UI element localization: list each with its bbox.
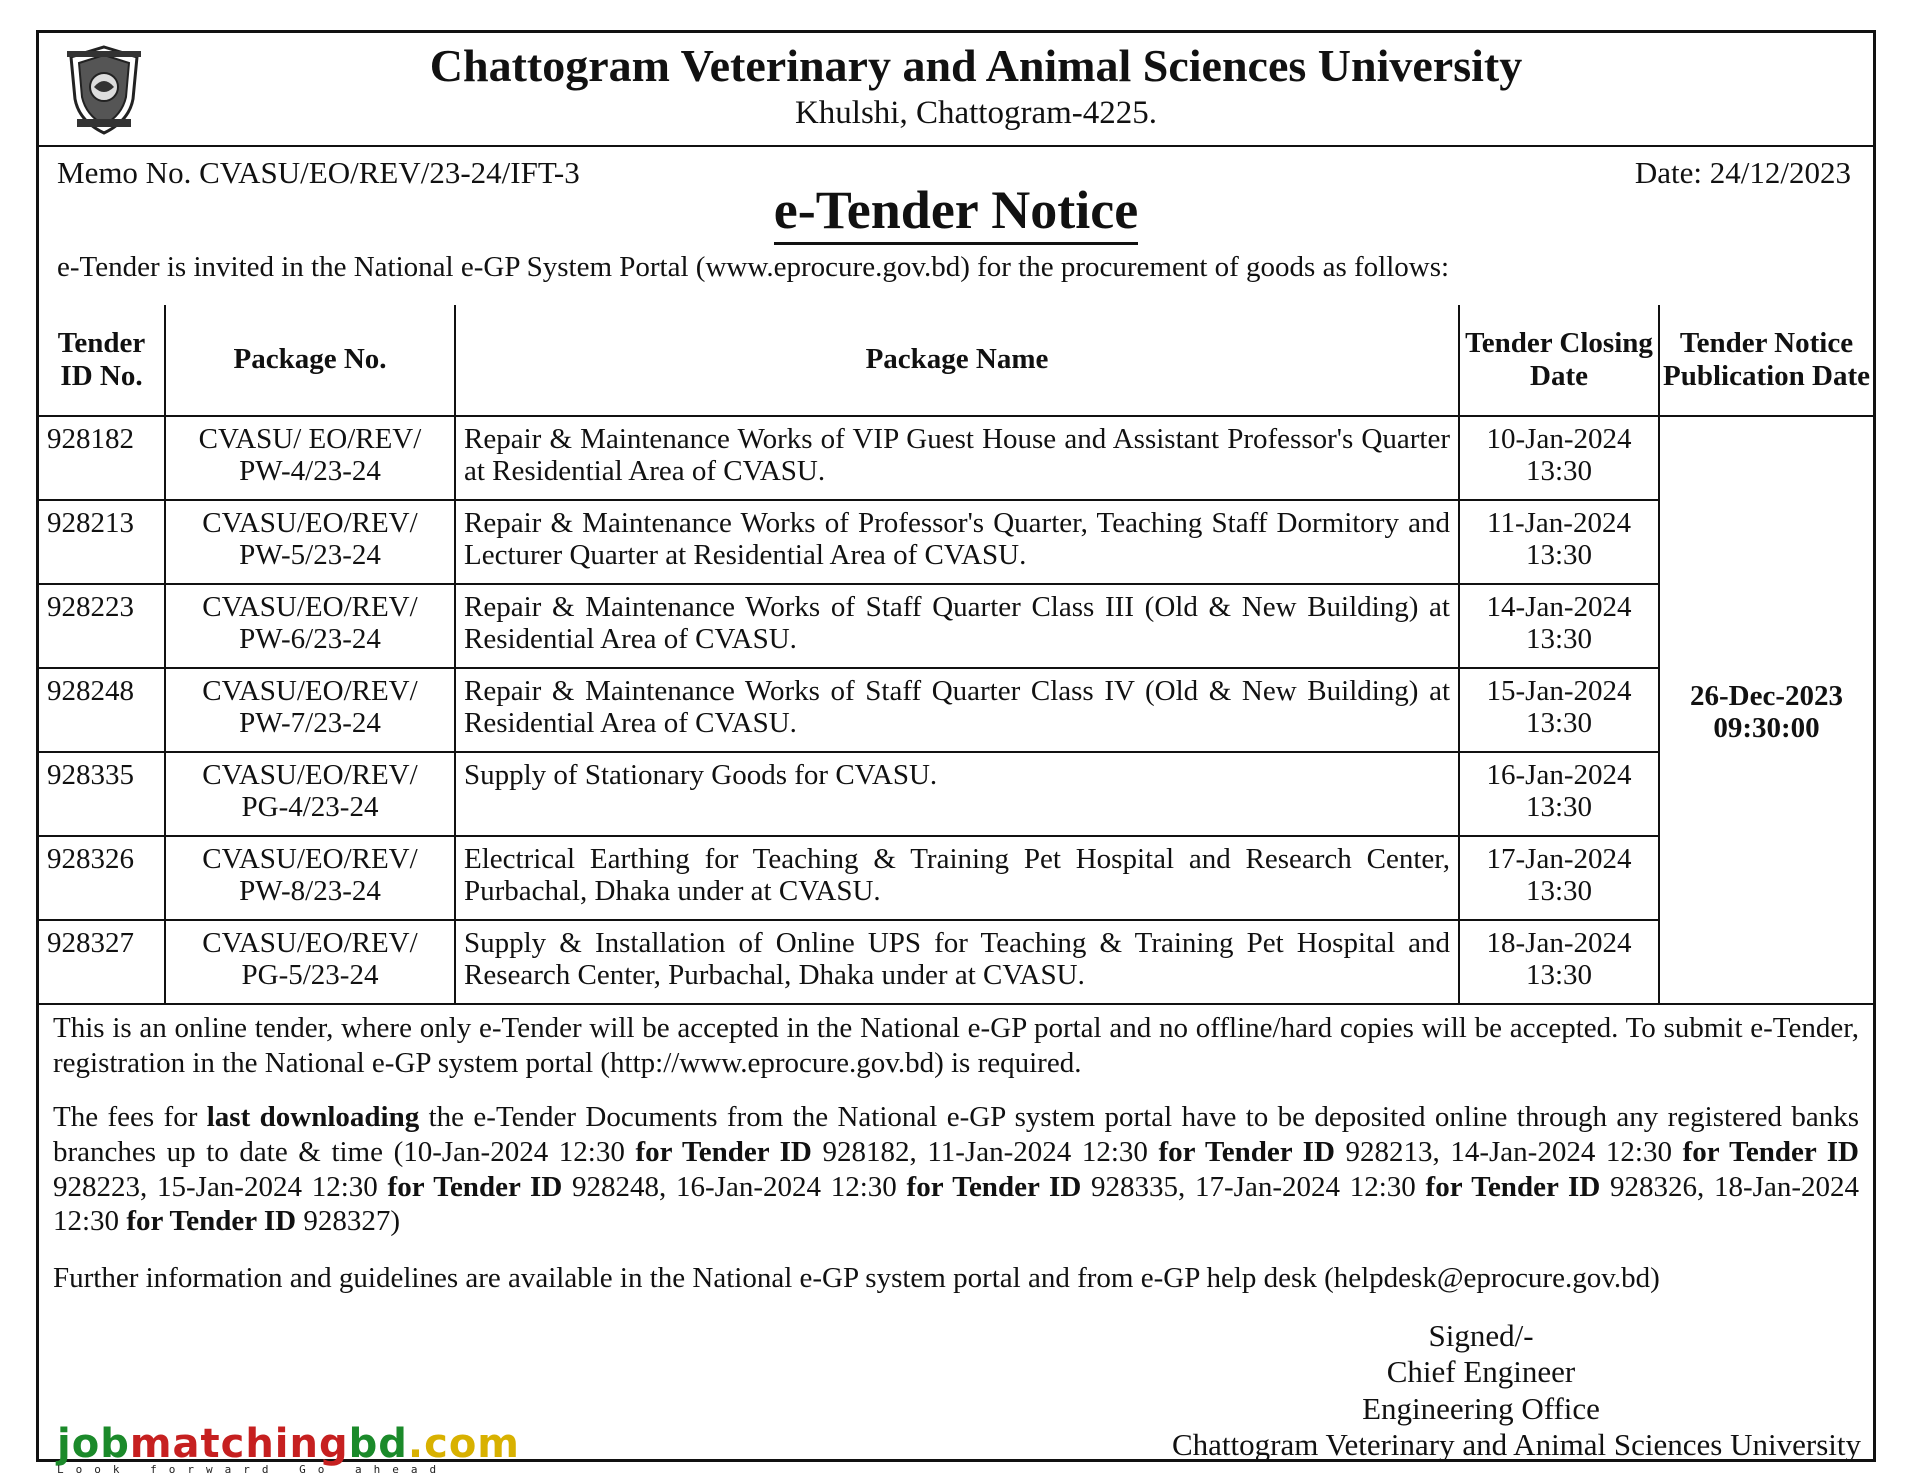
further-info-paragraph: Further information and guidelines are available in the National e-GP system portal and from e-GP help desk (helpdesk@eprocure.gov.bd) [53,1262,1660,1294]
package-no: CVASU/EO/REV/ PW-5/23-24 [165,500,455,584]
table-row [39,416,1873,500]
table-row [39,836,1873,920]
tender-id: 928223 [39,584,165,668]
package-name: Supply & Installation of Online UPS for Teaching & Training Pet Hospital and Research Center, Purbachal, Dhaka under at CVASU. [455,920,1459,1004]
signer-office: Engineering Office [1362,1390,1600,1426]
signed-text: Signed/- [1428,1318,1534,1353]
package-name: Repair & Maintenance Works of VIP Guest House and Assistant Professor's Quarter at Residential Area of CVASU. [455,416,1459,500]
package-name: Repair & Maintenance Works of Professor's Quarter, Teaching Staff Dormitory and Lecturer Quarter at Residential Area of CVASU. [455,500,1459,584]
col-header-package-name: Package Name [455,305,1459,416]
university-name: Chattogram Veterinary and Animal Sciences University [429,40,1523,91]
col-header-publication-date: Tender Notice Publication Date [1659,305,1873,416]
table-row [39,584,1873,668]
package-no: CVASU/EO/REV/ PG-4/23-24 [165,752,455,836]
package-no: CVASU/EO/REV/ PG-5/23-24 [165,920,455,1004]
university-address: Khulshi, Chattogram-4225. [794,95,1158,131]
tender-id: 928213 [39,500,165,584]
notice-frame [36,30,1876,1476]
table-row [39,920,1873,1004]
intro-text: e-Tender is invited in the National e-GP System Portal (www.eprocure.gov.bd) for the procurement of goods as follows: [57,251,1450,283]
table-row [39,668,1873,752]
watermark-logo: jobmatchingbd.com Look forward Go ahead [57,1421,520,1476]
package-name: Repair & Maintenance Works of Staff Quarter Class IV (Old & New Building) at Residential Area of CVASU. [455,668,1459,752]
package-name: Supply of Stationary Goods for CVASU. [455,752,1459,836]
memo-number: Memo No. CVASU/EO/REV/23-24/IFT-3 [57,155,580,190]
tender-id: 928248 [39,668,165,752]
closing-date: 17-Jan-2024 13:30 [1459,836,1659,920]
closing-date: 16-Jan-2024 13:30 [1459,752,1659,836]
table-row [39,752,1873,836]
publication-date: 26-Dec-2023 09:30:00 [1659,416,1873,1004]
table-row [39,500,1873,584]
package-name: Repair & Maintenance Works of Staff Quarter Class III (Old & New Building) at Residential Area of CVASU. [455,584,1459,668]
col-header-package-no: Package No. [165,305,455,416]
signature-block [1101,1318,1861,1463]
tender-id: 928182 [39,416,165,500]
online-tender-paragraph: This is an online tender, where only e-Tender will be accepted in the National e-GP portal and no offline/hard copies will be accepted. To submit e-Tender, registration in the National e-GP system portal (http://www.eprocure.gov.bd) is required. [53,1012,1859,1079]
tender-id: 928335 [39,752,165,836]
tender-id: 928326 [39,836,165,920]
fees-paragraph: The fees for last downloading the e-Tender Documents from the National e-GP system portal have to be deposited online through any registered banks branches up to date & time (10-Jan-2024 12:30 for Tender ID 928182, 11-Jan-2024 12:30 for Tender ID 928213, 14-Jan-2024 12:30 for Tender ID 928223, 15-Jan-2024 12:30 for Tender ID 928248, 16-Jan-2024 12:30 for Tender ID 928335, 17-Jan-2024 12:30 for Tender ID 928326, 18-Jan-2024 12:30 for Tender ID 928327) [53,1101,1860,1238]
col-header-id: Tender ID No. [39,305,165,416]
tender-table [39,305,1873,1005]
signer-designation: Chief Engineer [1386,1354,1576,1390]
closing-date: 14-Jan-2024 13:30 [1459,584,1659,668]
notice-date: Date: 24/12/2023 [1634,155,1851,190]
package-no: CVASU/EO/REV/ PW-8/23-24 [165,836,455,920]
package-name: Electrical Earthing for Teaching & Training Pet Hospital and Research Center, Purbachal, Dhaka under at CVASU. [455,836,1459,920]
package-no: CVASU/ EO/REV/ PW-4/23-24 [165,416,455,500]
tender-id: 928327 [39,920,165,1004]
signer-institution: Chattogram Veterinary and Animal Sciences University [1171,1426,1861,1462]
col-header-closing-date: Tender Closing Date [1459,305,1659,416]
package-no: CVASU/EO/REV/ PW-7/23-24 [165,668,455,752]
closing-date: 15-Jan-2024 13:30 [1459,668,1659,752]
watermark-tagline: Look forward Go ahead [57,1463,449,1476]
header [39,33,1873,147]
closing-date: 10-Jan-2024 13:30 [1459,416,1659,500]
closing-date: 18-Jan-2024 13:30 [1459,920,1659,1004]
closing-date: 11-Jan-2024 13:30 [1459,500,1659,584]
notice-title: e-Tender Notice [39,179,1873,241]
table-header-row [39,305,1873,416]
package-no: CVASU/EO/REV/ PW-6/23-24 [165,584,455,668]
